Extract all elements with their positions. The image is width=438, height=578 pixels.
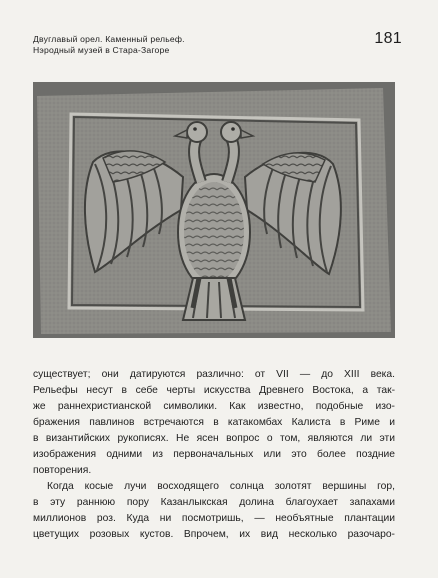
text-line: изображения одними из первоначальных или это более поздние — [33, 449, 395, 460]
caption-line-2: Нэродный музей в Стара-Загоре — [33, 45, 170, 55]
figure-caption — [33, 34, 333, 56]
double-headed-eagle-relief-image — [33, 82, 395, 338]
text-line: цветущих розовых кустов. Впрочем, их вид несколько разочаро- — [33, 529, 395, 540]
text-line: существует; они датируются различно: от VII — до XIII века. — [33, 369, 395, 380]
relief-photograph — [33, 82, 395, 338]
text-line: Рельефы несут в себе черты искусства Древнего Востока, а так- — [33, 385, 395, 396]
text-line: бражения павлинов встречаются в катакомбах Калиста в Риме и — [33, 417, 395, 428]
caption-line-1: Двуглавый орел. Каменный рельеф. — [33, 34, 185, 44]
text-line: Когда косые лучи восходящего солнца золотят вершины гор, — [47, 481, 395, 492]
text-line: в византийских рукописях. Не ясен вопрос о том, являются ли эти — [33, 433, 395, 444]
text-line: миллионов роз. Куда ни посмотришь, — необъятные плантации — [33, 513, 395, 524]
text-line: в эту раннюю пору Казанлыкская долина благоухает запахами — [33, 497, 395, 508]
text-line: повторения. — [33, 465, 92, 476]
page-number: 181 — [374, 30, 402, 47]
text-line: же раннехристианской символики. Как известно, подобные изо- — [33, 401, 395, 412]
body-text — [33, 367, 395, 543]
